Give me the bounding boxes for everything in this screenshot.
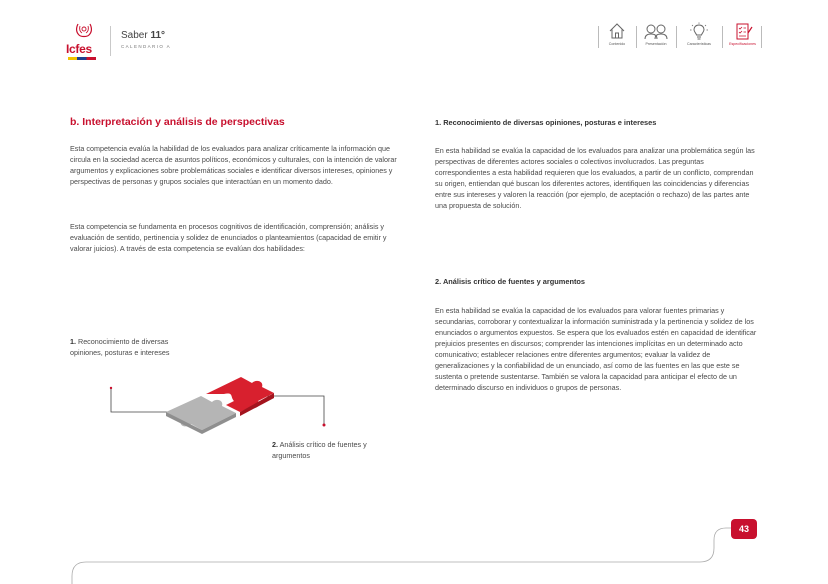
subheading-1: 1. Reconocimiento de diversas opiniones, posturas e intereses — [435, 118, 657, 127]
nav-item-caracteristicas[interactable] — [679, 22, 719, 46]
nav-item-contenido[interactable] — [602, 22, 632, 46]
nav-label-contenido: Contenido — [608, 42, 626, 46]
section-title: b. Interpretación y análisis de perspectivas — [70, 116, 285, 128]
logo-color-bar — [68, 57, 96, 60]
nav-label-caracteristicas: Características — [687, 42, 711, 46]
logo-wordmark: Icfes — [66, 42, 92, 56]
nav-label-presentacion: Presentación — [645, 42, 667, 46]
header-separator — [110, 26, 111, 56]
diagram-label-1-number: 1. — [70, 337, 76, 346]
diagram-label-1 — [70, 336, 180, 358]
lightbulb-icon — [689, 22, 709, 40]
right-paragraph-2: En esta habilidad se evalúa la capacidad de los evaluados para valorar fuentes primarias y secundarias, corroborar y contextualizar la información suministrada y la pertinencia y solidez de los enunciados o argumentos expuestos. Se espera que los evaluados estén en capacidad de identificar prejuicios presentes en discursos; comprender las intenciones implícitas en un determinado acto comunicativo; establecer relaciones entre diferentes argumentos; evaluar la validez de generalizaciones y la confiabilidad de un enunciado, así como de las fuentes en las que este se sustenta o pretende sustentarse. También se valora la capacidad para anticipar el efecto de un determinado discurso en individuos o grupos de personas. — [435, 306, 757, 392]
nav-divider — [636, 26, 637, 48]
nav-item-presentacion[interactable] — [639, 22, 673, 46]
page-number-badge: 43 — [731, 519, 757, 539]
right-paragraph-1: En esta habilidad se evalúa la capacidad de los evaluados para analizar una problemática según las perspectivas de diferentes actores sociales o colectivos involucrados. Las preguntas correspondientes a esta habilidad requieren que los evaluados, a partir de un conflicto, comprendan su origen, entiendan qué buscan los diferentes actores, identifiquen las coincidencias y diferencias entre sus intereses y valoren la reacción (por ejemplo, de aceptación o rechazo) de las partes ante una propuesta de solución. — [435, 146, 755, 210]
nav-item-especificaciones[interactable] — [724, 22, 761, 46]
nav-divider — [598, 26, 599, 48]
people-icon — [643, 22, 669, 40]
diagram-label-2 — [272, 439, 402, 461]
diagram-label-2-text: Análisis crítico de fuentes y argumentos — [272, 440, 367, 460]
subheading-2: 2. Análisis crítico de fuentes y argumentos — [435, 277, 586, 286]
checklist-icon — [733, 22, 753, 40]
nav-divider — [722, 26, 723, 48]
diagram-label-2-number: 2. — [272, 440, 278, 449]
puzzle-pieces-illustration — [106, 372, 336, 442]
brand-subtitle: CALENDARIO A — [121, 44, 172, 49]
diagram-label-1-text: Reconocimiento de diversas opiniones, posturas e intereses — [70, 337, 170, 357]
nav-divider — [761, 26, 762, 48]
nav-divider — [676, 26, 677, 48]
brand-prefix: Saber — [121, 30, 151, 41]
nav-label-especificaciones: Especificaciones — [729, 42, 756, 46]
house-icon — [607, 22, 627, 40]
left-paragraph-1: Esta competencia evalúa la habilidad de los evaluados para analizar críticamente la información que circula en la sociedad acerca de asuntos políticos, económicos y culturales, con la intención de valorar argumentos y explicaciones sobre problemáticas sociales e identificar diversos intereses, opiniones y perspectivas de personas y grupos sociales que interactúan en un momento dado. — [70, 144, 397, 186]
left-paragraph-2: Esta competencia se fundamenta en procesos cognitivos de identificación, comprensión; análisis y evaluación de sentido, pertinencia y solidez de enunciados o planteamientos (capacidad de emitir y valorar juicios). A través de esta competencia se evalúan dos habilidades: — [70, 222, 387, 253]
brand-title — [121, 30, 165, 41]
brand-number: 11° — [150, 30, 166, 41]
top-navigation — [597, 22, 762, 58]
